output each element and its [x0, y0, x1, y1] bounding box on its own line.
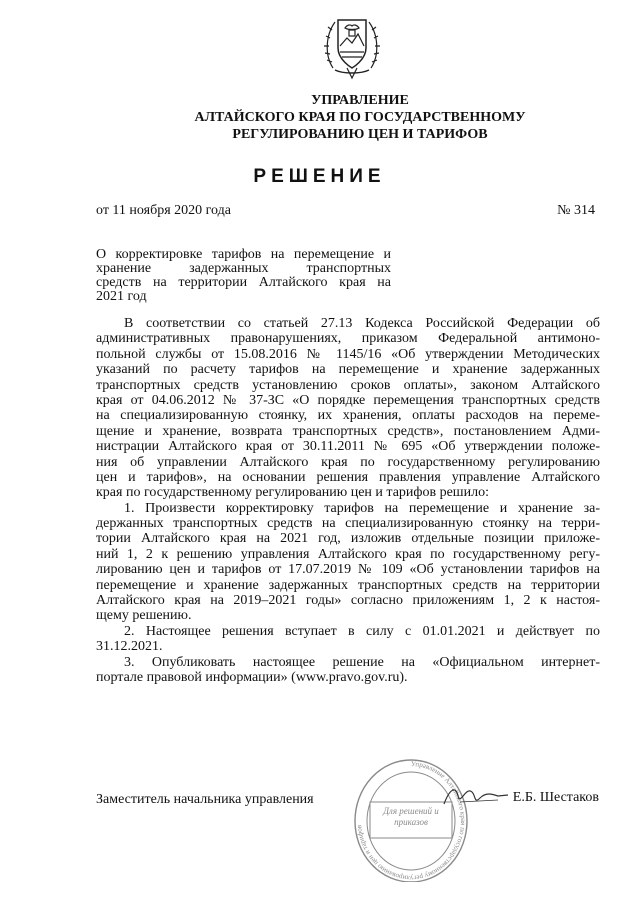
clause-1-line: лированию цен и тарифов от 17.07.2019 № 109 «Об установлении тарифов на — [96, 562, 600, 578]
authority-line: АЛТАЙСКОГО КРАЯ ПО ГОСУДАРСТВЕННОМУ — [194, 110, 526, 125]
document-subject — [96, 248, 391, 304]
subject-line: хранение задержанных транспортных — [96, 262, 391, 276]
subject-line: 2021 год — [96, 290, 147, 304]
clause-1-line: тории Алтайского края на 2021 год, изложив отдельные позиции приложе- — [96, 531, 600, 547]
clause-2-line: 31.12.2021. — [96, 639, 163, 655]
preamble-line: края по государственному регулированию цен и тарифов решило: — [96, 485, 489, 501]
clause-1-line: держанных транспортных средств на специализированную стоянку на терри- — [96, 516, 600, 532]
document-type-title: РЕШЕНИЕ — [253, 166, 386, 187]
clause-1-line: щему решению. — [96, 608, 192, 624]
preamble-line: административных правонарушениях, приказом Федеральной антимоно- — [96, 331, 600, 347]
issuing-authority — [60, 92, 639, 143]
signatory-name: Е.Б. Шестаков — [512, 790, 599, 805]
coat-of-arms-icon — [323, 8, 381, 80]
stamp-center-text: Для решений и приказов — [383, 806, 439, 827]
preamble-line: польной службы от 15.08.2016 № 1145/16 «Об утверждении Методических — [96, 346, 600, 362]
document-date: от 11 ноября 2020 года — [96, 203, 231, 218]
authority-line: УПРАВЛЕНИЕ — [311, 93, 409, 108]
preamble-line: на специализированную стоянку, их хранения, оплаты расходов на переме- — [96, 408, 600, 424]
preamble-line: В соответствии со статьей 27.13 Кодекса Российской Федерации об — [124, 316, 600, 331]
subject-line: О корректировке тарифов на перемещение и — [96, 248, 391, 262]
preamble-line: ния об управлении Алтайского края по государственному регулированию — [96, 454, 600, 470]
preamble-line: щение и хранение, возврата транспортных средств», постановлением Адми- — [96, 423, 600, 439]
clause-1-line: ний 1, 2 к решению управления Алтайского края по государственному регу- — [96, 546, 600, 562]
preamble-line: указаний по расчету тарифов на перемещение и хранение задержанных — [96, 362, 600, 378]
official-stamp-icon — [352, 752, 470, 882]
clause-1-line: Алтайского края на 2019–2021 годы» согласно приложениям 1, 2 к настоя- — [96, 593, 600, 609]
clause-2-line: 2. Настоящее решения вступает в силу с 01.01.2021 и действует по — [124, 623, 600, 639]
clause-1-line: 1. Произвести корректировку тарифов на перемещение и хранение за- — [124, 500, 600, 516]
stamp-rim-text: Управление Алтайского края по государственному регулированию цен и тарифов — [355, 759, 467, 882]
preamble-line: края от 04.06.2012 № 37-ЗС «О порядке перемещения транспортных средств — [96, 392, 600, 408]
authority-line: РЕГУЛИРОВАНИЮ ЦЕН И ТАРИФОВ — [232, 127, 488, 142]
handwritten-signature-icon — [440, 782, 510, 812]
subject-line: средств на территории Алтайского края на — [96, 276, 391, 290]
preamble-line: нистрации Алтайского края от 30.11.2011 № 695 «Об утверждении положе- — [96, 439, 600, 455]
clause-3-line: портале правовой информации» (www.pravo.gov.ru). — [96, 669, 408, 685]
document-body — [96, 316, 600, 685]
clause-1-line: перемещение и хранение задержанных транспортных средств на территории — [96, 577, 600, 593]
preamble-line: цен и тарифов», на основании решения правления управление Алтайского — [96, 469, 600, 485]
signatory-position: Заместитель начальника управления — [96, 792, 314, 807]
document-number: № 314 — [557, 203, 595, 218]
clause-3-line: 3. Опубликовать настоящее решение на «Официальном интернет- — [124, 654, 600, 670]
preamble-line: транспортных средств установлению сроков оплаты», законом Алтайского — [96, 377, 600, 393]
